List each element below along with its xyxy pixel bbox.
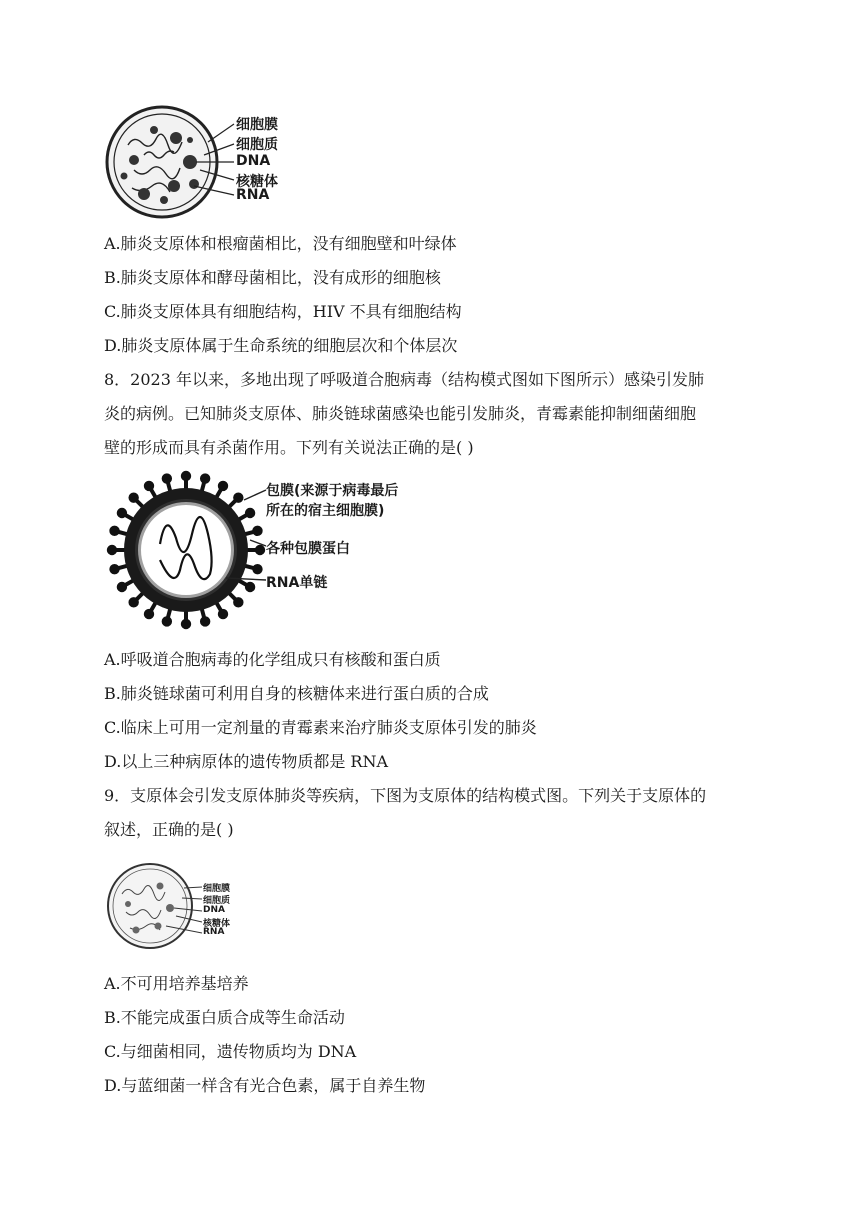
q7-option-d: D.肺炎支原体属于生命系统的细胞层次和个体层次 bbox=[104, 336, 458, 355]
q8-stem-line-2: 炎的病例。已知肺炎支原体、肺炎链球菌感染也能引发肺炎，青霉素能抑制细菌细胞 bbox=[104, 404, 697, 423]
q9-figure bbox=[104, 858, 264, 958]
q8-stem-line-3: 壁的形成而具有杀菌作用。下列有关说法正确的是( ) bbox=[104, 438, 474, 457]
q7-label-dna: DNA bbox=[236, 153, 271, 169]
q9-label-membrane: 细胞膜 bbox=[203, 884, 231, 894]
q9-label-ribosome: 核糖体 bbox=[203, 919, 231, 929]
q7-option-b: B.肺炎支原体和酵母菌相比，没有成形的细胞核 bbox=[104, 268, 441, 287]
q8-option-a: A.呼吸道合胞病毒的化学组成只有核酸和蛋白质 bbox=[104, 650, 441, 669]
q9-label-rna: RNA bbox=[203, 927, 225, 937]
q7-label-rna: RNA bbox=[236, 187, 270, 203]
q8-label-envelope-2: 所在的宿主细胞膜) bbox=[266, 503, 385, 519]
q8-label-proteins: 各种包膜蛋白 bbox=[266, 541, 350, 557]
q7-option-a: A.肺炎支原体和根瘤菌相比，没有细胞壁和叶绿体 bbox=[104, 234, 457, 253]
q8-stem-line-1: 8．2023 年以来，多地出现了呼吸道合胞病毒（结构模式图如下图所示）感染引发肺 bbox=[104, 370, 704, 389]
q9-label-cytoplasm: 细胞质 bbox=[203, 896, 231, 906]
q9-stem-line-2: 叙述，正确的是( ) bbox=[104, 820, 234, 839]
q7-option-c: C.肺炎支原体具有细胞结构，HIV 不具有细胞结构 bbox=[104, 302, 462, 321]
q7-label-cytoplasm: 细胞质 bbox=[236, 137, 278, 153]
q8-label-rna-strand: RNA单链 bbox=[266, 575, 328, 591]
q8-label-envelope-1: 包膜(来源于病毒最后 bbox=[266, 483, 399, 499]
q8-option-d: D.以上三种病原体的遗传物质都是 RNA bbox=[104, 752, 389, 771]
q9-option-b: B.不能完成蛋白质合成等生命活动 bbox=[104, 1008, 345, 1027]
q9-label-dna: DNA bbox=[203, 905, 225, 915]
q8-option-b: B.肺炎链球菌可利用自身的核糖体来进行蛋白质的合成 bbox=[104, 684, 489, 703]
q7-label-ribosome: 核糖体 bbox=[236, 174, 278, 190]
q9-stem-line-1: 9．支原体会引发支原体肺炎等疾病，下图为支原体的结构模式图。下列关于支原体的 bbox=[104, 786, 707, 805]
q8-option-c: C.临床上可用一定剂量的青霉素来治疗肺炎支原体引发的肺炎 bbox=[104, 718, 537, 737]
q7-figure bbox=[104, 100, 304, 230]
q9-option-d: D.与蓝细菌一样含有光合色素，属于自养生物 bbox=[104, 1076, 426, 1095]
mycoplasma-diagram-small bbox=[104, 858, 264, 958]
q9-option-a: A.不可用培养基培养 bbox=[104, 974, 249, 993]
q7-label-membrane: 细胞膜 bbox=[236, 117, 278, 133]
q9-option-c: C.与细菌相同，遗传物质均为 DNA bbox=[104, 1042, 357, 1061]
q8-figure bbox=[104, 470, 434, 630]
